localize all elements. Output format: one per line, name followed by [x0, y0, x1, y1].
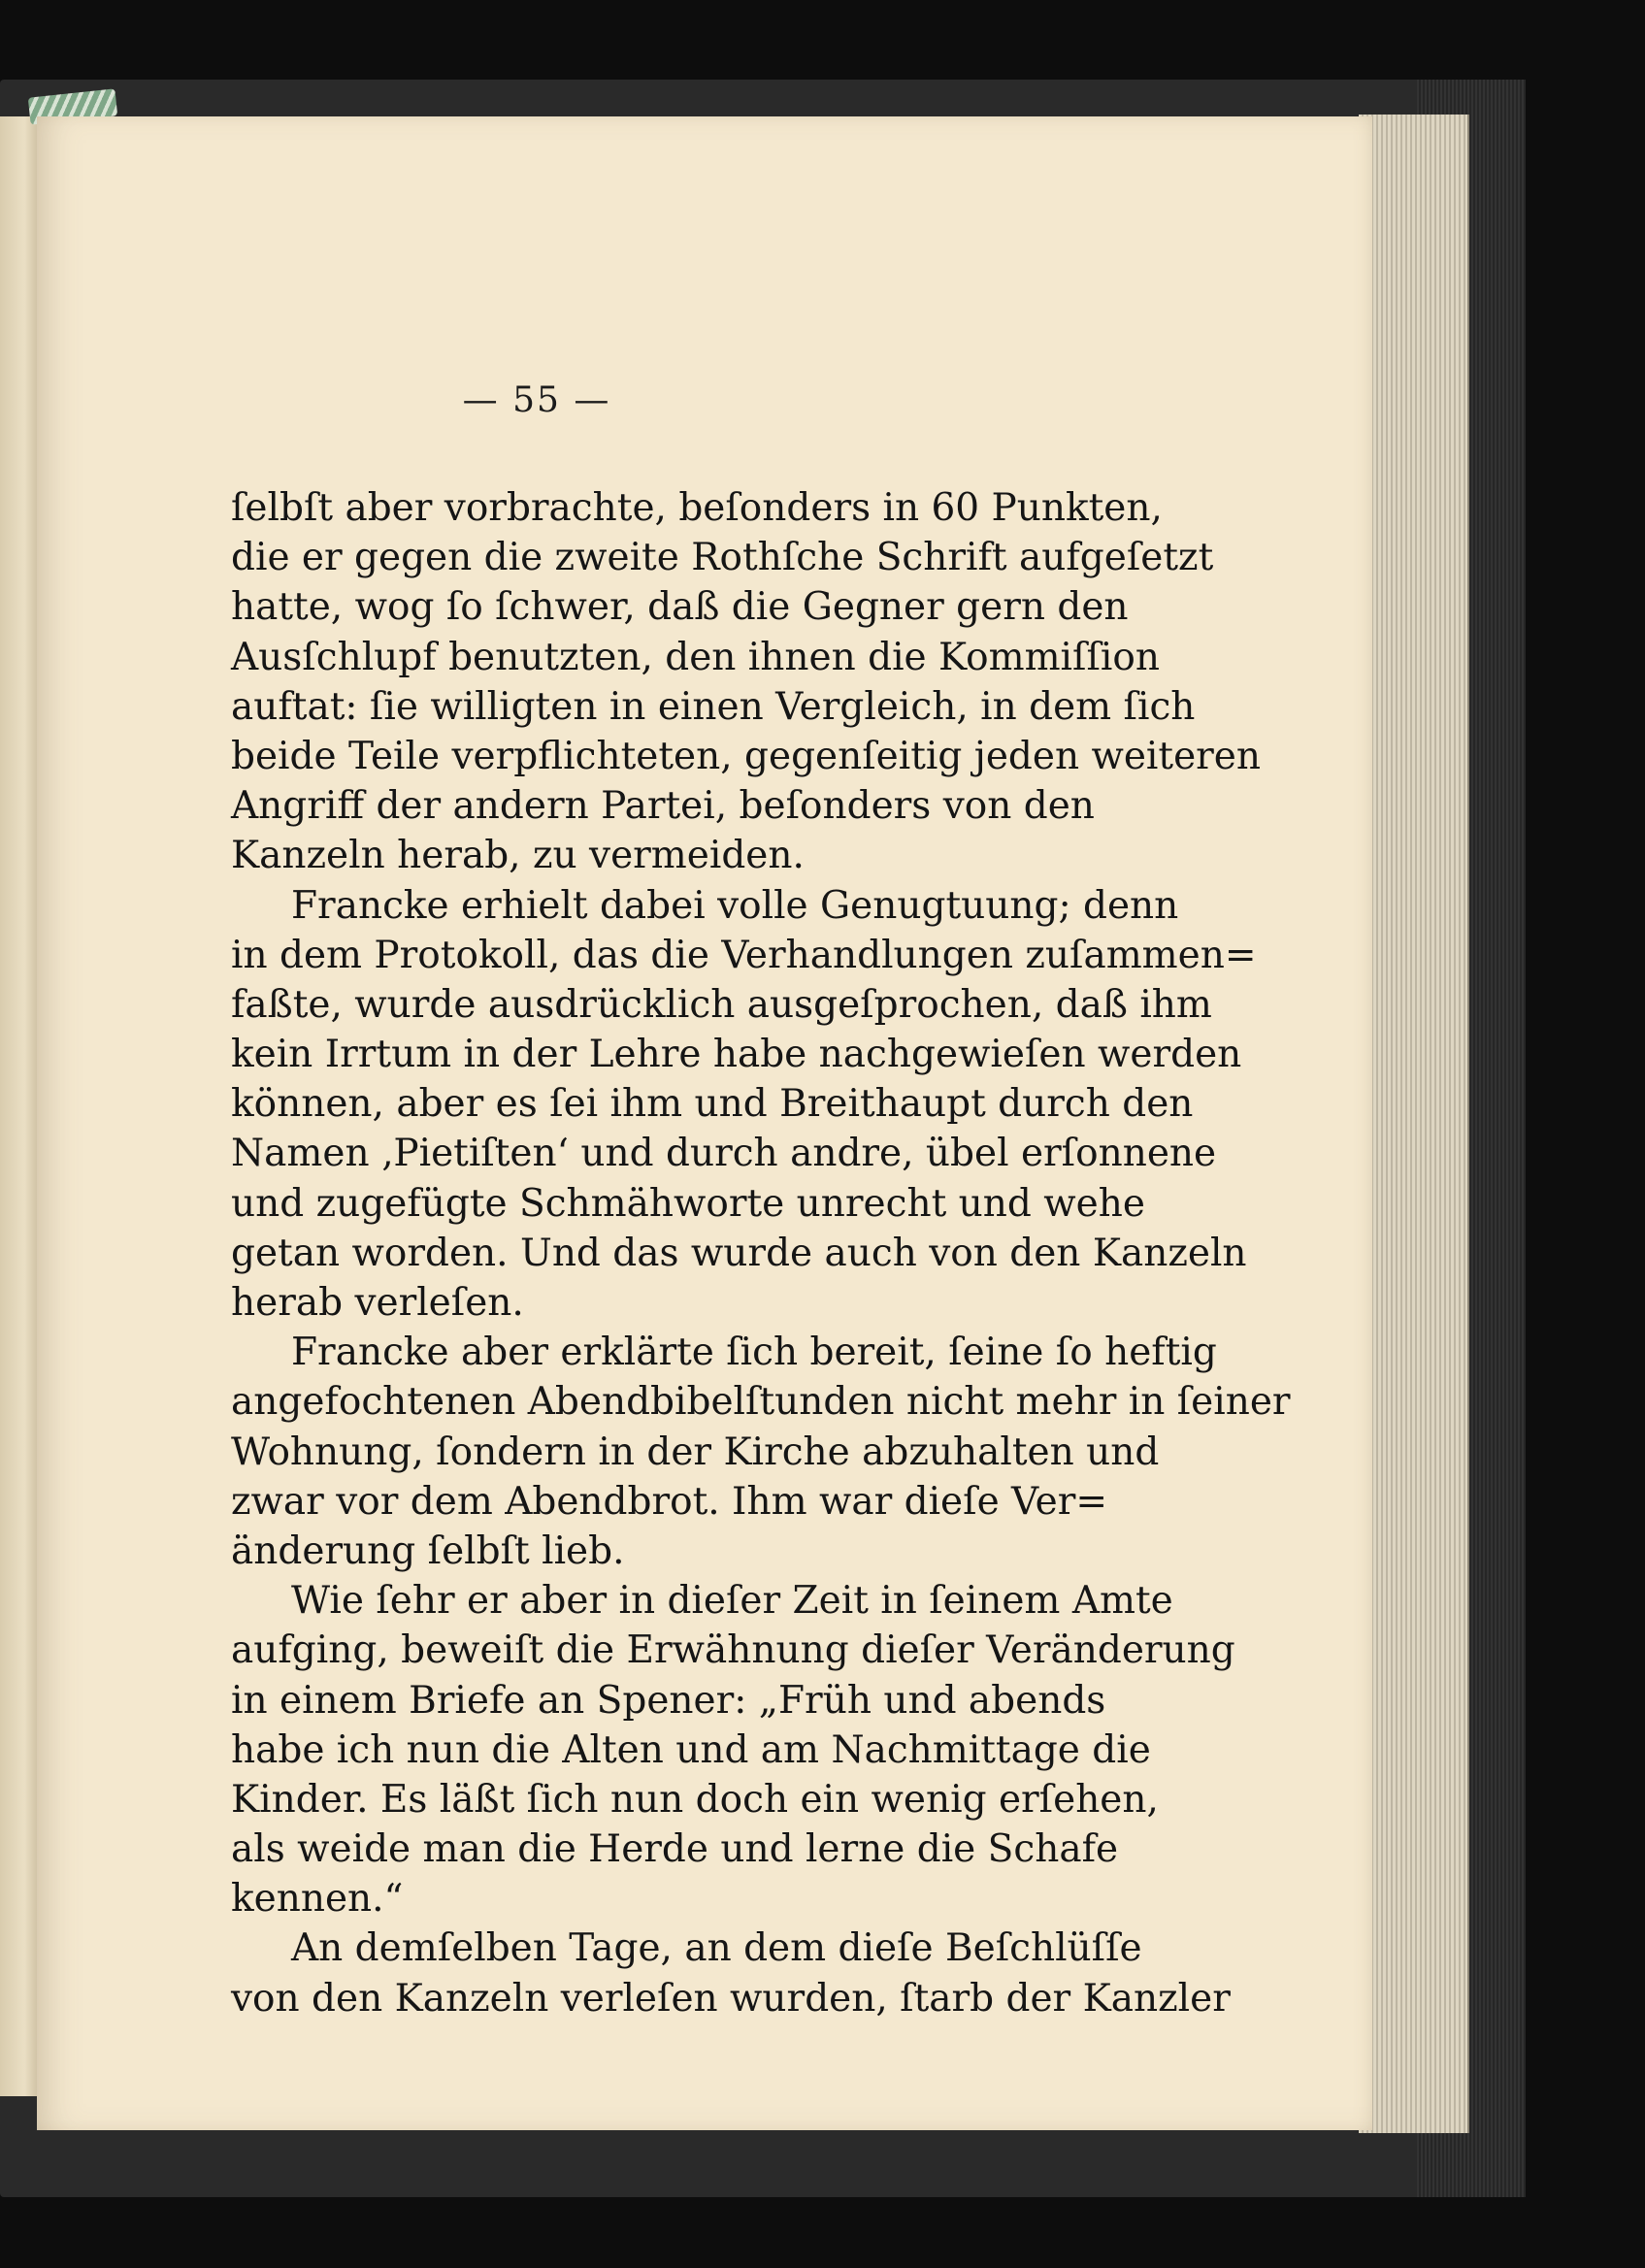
text-line: herab verleſen. — [231, 1281, 524, 1325]
text-line: An demſelben Tage, an dem dieſe Beſchlüſſe — [291, 1926, 1142, 1971]
text-line: Kinder. Es läßt ſich nun doch ein wenig erſehen, — [231, 1777, 1159, 1822]
text-line: änderung ſelbſt lieb. — [231, 1528, 625, 1573]
text-line: und zugefügte Schmähworte unrecht und wehe — [231, 1181, 1145, 1226]
text-line: aufging, beweiſt die Erwähnung dieſer Veränderung — [231, 1628, 1235, 1673]
text-line: getan worden. Und das wurde auch von den Kanzeln — [231, 1231, 1247, 1275]
page-text — [231, 483, 1291, 2023]
text-line: Francke aber erklärte ſich bereit, ſeine ſo heftig — [291, 1331, 1217, 1375]
text-line: ſelbſt aber vorbrachte, beſonders in 60 Punkten, — [231, 486, 1163, 530]
text-line: Wohnung, ſondern in der Kirche abzuhalten und — [231, 1430, 1160, 1474]
text-line: habe ich nun die Alten und am Nachmittage die — [231, 1727, 1151, 1772]
page-number: — 55 — — [462, 380, 611, 420]
text-line: von den Kanzeln verleſen wurden, ſtarb der Kanzler — [231, 1976, 1231, 2021]
text-line: Kanzeln herab, zu vermeiden. — [231, 834, 805, 878]
text-line: Ausſchlupf benutzten, den ihnen die Kommiſſion — [231, 635, 1160, 679]
text-line: Francke erhielt dabei volle Genugtuung; denn — [291, 883, 1179, 928]
text-line: angefochtenen Abendbibelſtunden nicht mehr in ſeiner — [231, 1380, 1291, 1425]
left-page-edge — [0, 116, 41, 2096]
text-line: in einem Briefe an Spener: „Früh und abends — [231, 1678, 1106, 1723]
text-line: können, aber es ſei ihm und Breithaupt durch den — [231, 1082, 1194, 1127]
text-line: auftat: ſie willigten in einen Vergleich, in dem ſich — [231, 684, 1196, 729]
text-line: Wie ſehr er aber in dieſer Zeit in ſeinem Amte — [291, 1579, 1173, 1624]
text-line: kein Irrtum in der Lehre habe nachgewieſen werden — [231, 1033, 1242, 1077]
text-line: die er gegen die zweite Rothſche Schrift aufgeſetzt — [231, 536, 1214, 580]
text-line: hatte, wog ſo ſchwer, daß die Gegner gern den — [231, 585, 1129, 630]
text-line: als weide man die Herde und lerne die Schafe — [231, 1827, 1119, 1872]
text-line: in dem Protokoll, das die Verhandlungen zuſammen= — [231, 933, 1257, 977]
text-line: zwar vor dem Abendbrot. Ihm war dieſe Ver= — [231, 1479, 1108, 1524]
text-line: faßte, wurde ausdrücklich ausgeſprochen, daß ihm — [231, 982, 1212, 1027]
page-stack-edge — [1359, 115, 1469, 2133]
book-page — [37, 116, 1372, 2130]
text-line: Angriff der andern Partei, beſonders von den — [231, 784, 1095, 829]
text-line: kennen.“ — [231, 1877, 404, 1922]
text-line: Namen ‚Pietiſten‘ und durch andre, übel erſonnene — [231, 1132, 1217, 1176]
text-line: beide Teile verpflichteten, gegenſeitig jeden weiteren — [231, 734, 1261, 778]
